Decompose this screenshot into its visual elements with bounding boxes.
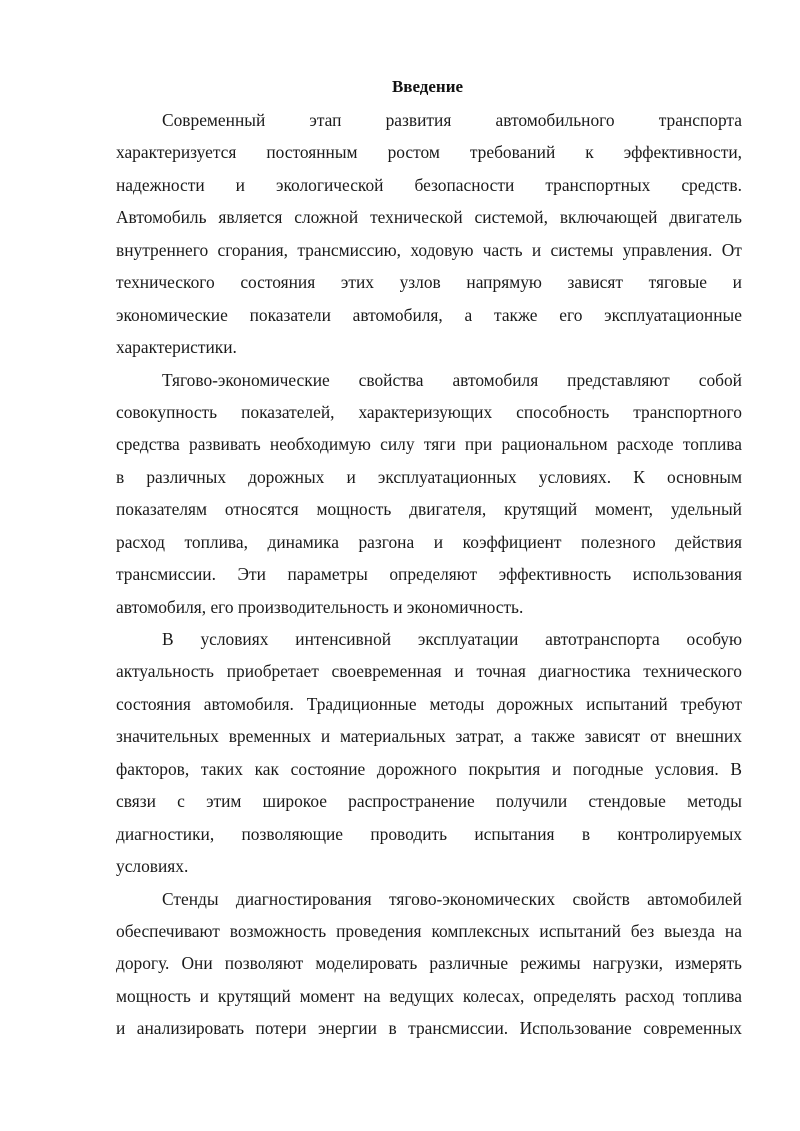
text-line: технического состояния этих узлов напрямую зависят тяговые и — [116, 272, 742, 293]
text-line: состояния автомобиля. Традиционные методы дорожных испытаний требуют — [116, 693, 742, 714]
text-line: совокупность показателей, характеризующих способность транспортного — [116, 401, 742, 422]
text-line: характеристики. — [116, 337, 237, 358]
paragraph-4 — [116, 883, 742, 1045]
text-line: Современный этап развития автомобильного транспорта — [162, 110, 742, 130]
text-line: факторов, таких как состояние дорожного покрытия и погодные условия. В — [116, 758, 742, 779]
document-body — [116, 104, 742, 1045]
paragraph-1 — [116, 104, 742, 364]
text-line: В условиях интенсивной эксплуатации автотранспорта особую — [162, 629, 742, 649]
text-line: Тягово-экономические свойства автомобиля представляют собой — [162, 369, 742, 390]
paragraph-3 — [116, 623, 742, 883]
text-line: внутреннего сгорания, трансмиссию, ходовую часть и системы управления. От — [116, 239, 742, 260]
text-line: связи с этим широкое распространение получили стендовые методы — [116, 791, 742, 812]
text-line: Стенды диагностирования тягово-экономических свойств автомобилей — [162, 888, 742, 909]
text-line: средства развивать необходимую силу тяги при рациональном расходе топлива — [116, 434, 742, 455]
text-line: дорогу. Они позволяют моделировать различные режимы нагрузки, измерять — [116, 953, 742, 974]
text-line: показателям относятся мощность двигателя, крутящий момент, удельный — [116, 499, 742, 520]
text-line: в различных дорожных и эксплуатационных условиях. К основным — [116, 466, 742, 487]
text-line: экономические показатели автомобиля, а также его эксплуатационные — [116, 304, 742, 325]
text-line: мощность и крутящий момент на ведущих колесах, определять расход топлива — [116, 985, 742, 1006]
text-line: условиях. — [116, 856, 189, 877]
text-line: актуальность приобретает своевременная и точная диагностика технического — [116, 661, 742, 682]
text-line: значительных временных и материальных затрат, а также зависят от внешних — [116, 726, 742, 747]
text-line: характеризуется постоянным ростом требований к эффективности, — [116, 142, 742, 163]
text-line: Автомобиль является сложной технической системой, включающей двигатель — [116, 207, 742, 228]
text-line: диагностики, позволяющие проводить испытания в контролируемых — [116, 823, 742, 844]
paragraph-2 — [116, 364, 742, 624]
page-title: Введение — [391, 77, 464, 96]
text-line: автомобиля, его производительность и экономичность. — [116, 596, 524, 617]
text-line: надежности и экологической безопасности транспортных средств. — [116, 174, 742, 195]
text-line: трансмиссии. Эти параметры определяют эффективность использования — [116, 564, 742, 585]
text-line: обеспечивают возможность проведения комплексных испытаний без выезда на — [116, 920, 742, 941]
text-line: расход топлива, динамика разгона и коэффициент полезного действия — [116, 531, 742, 552]
text-line: и анализировать потери энергии в трансмиссии. Использование современных — [116, 1018, 742, 1039]
